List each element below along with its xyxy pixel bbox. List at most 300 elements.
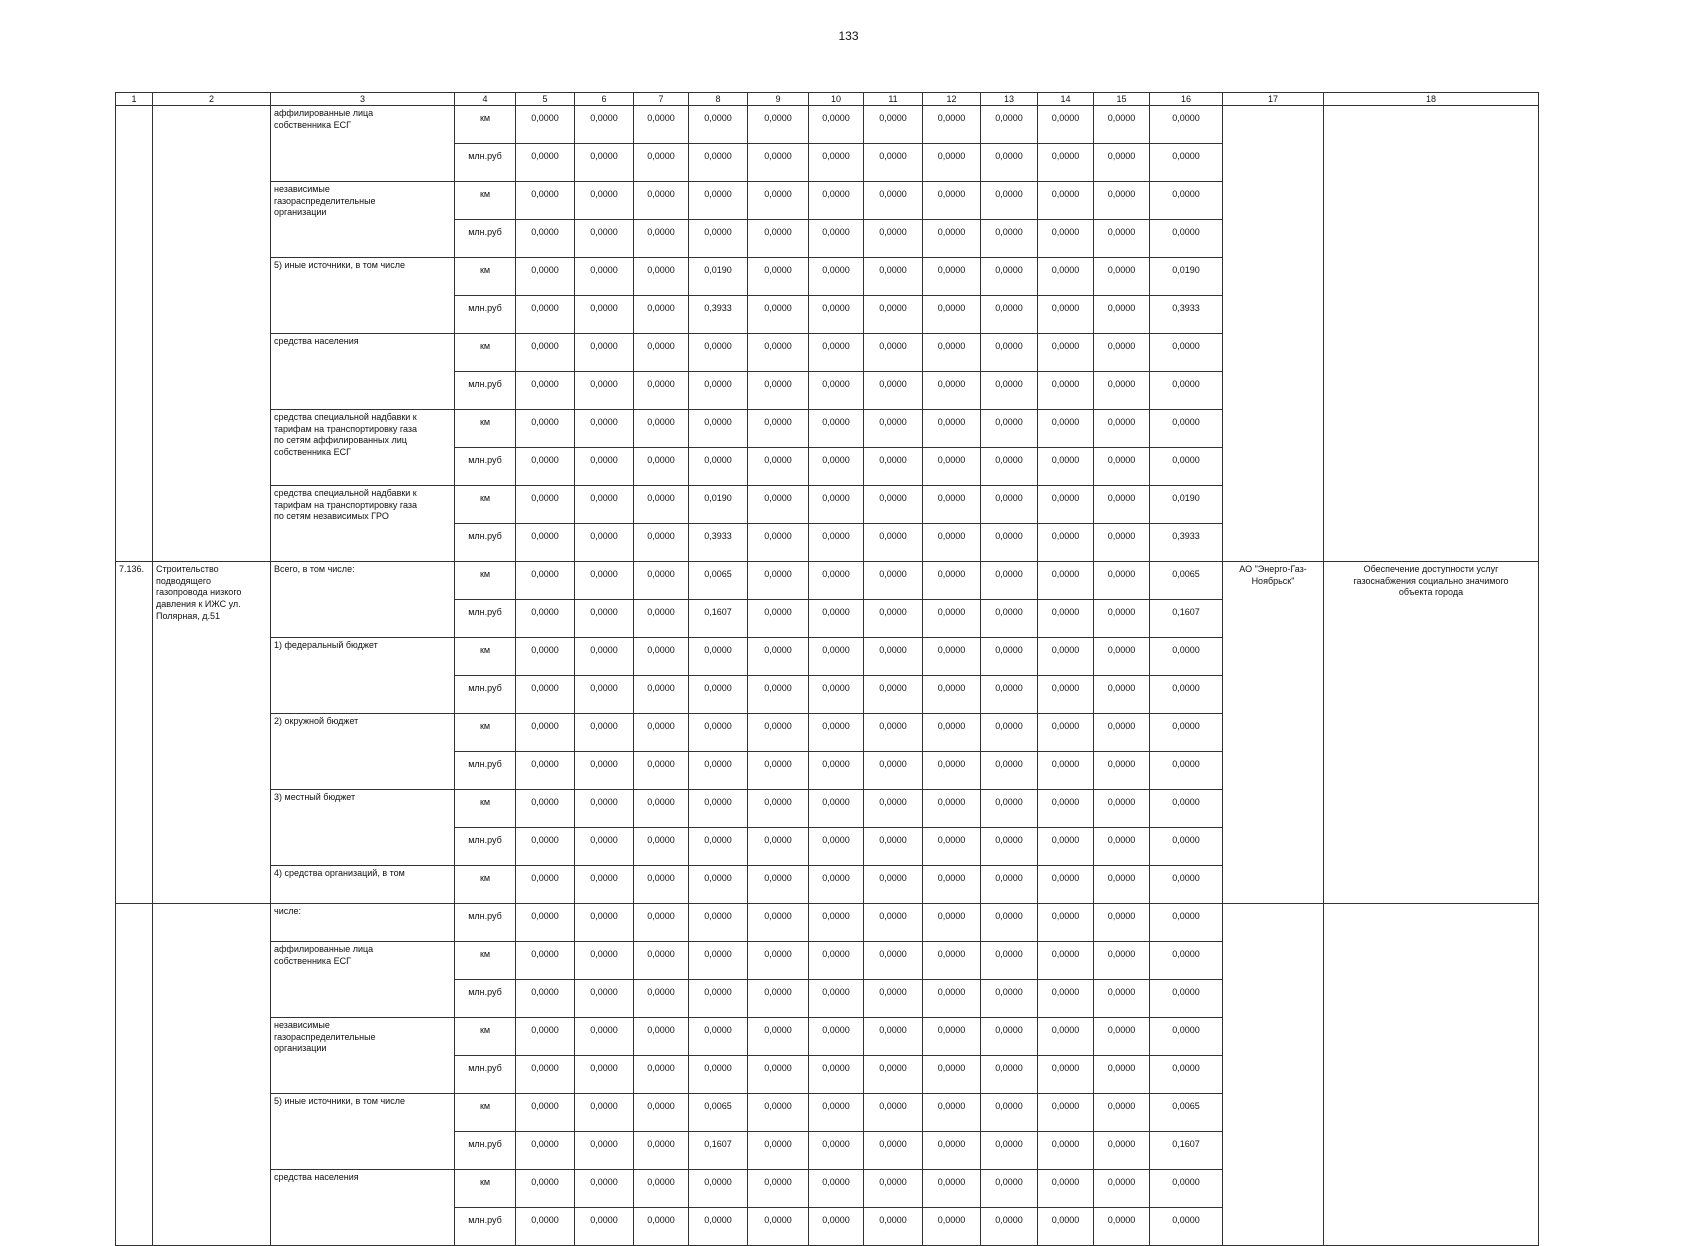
- value-cell-col-9: 0,0000: [748, 1132, 809, 1170]
- value-cell-col-5: 0,0000: [516, 1170, 575, 1208]
- value-cell-col-10: 0,0000: [809, 562, 864, 600]
- value-cell-col-16: 0,0000: [1150, 144, 1223, 182]
- value-cell-col-5: 0,0000: [516, 600, 575, 638]
- value-cell-col-13: 0,0000: [981, 1208, 1038, 1246]
- value-cell-col-9: 0,0000: [748, 1170, 809, 1208]
- item-name-cell: [153, 106, 271, 562]
- value-cell-col-7: 0,0000: [634, 106, 689, 144]
- column-header-2: 2: [153, 93, 271, 106]
- funding-source-label: средства специальной надбавки к тарифам на транспортировку газа по сетям аффилированных лиц собственника ЕСГ: [271, 410, 455, 486]
- executor-cell: [1223, 106, 1324, 562]
- unit-mln-rub: млн.руб: [455, 676, 516, 714]
- value-cell-col-14: 0,0000: [1038, 144, 1094, 182]
- value-cell-col-5: 0,0000: [516, 942, 575, 980]
- column-header-11: 11: [864, 93, 923, 106]
- value-cell-col-10: 0,0000: [809, 866, 864, 904]
- value-cell-col-14: 0,0000: [1038, 904, 1094, 942]
- value-cell-col-11: 0,0000: [864, 866, 923, 904]
- value-cell-col-7: 0,0000: [634, 372, 689, 410]
- value-cell-col-7: 0,0000: [634, 866, 689, 904]
- value-cell-col-6: 0,0000: [575, 676, 634, 714]
- value-cell-col-7: 0,0000: [634, 1094, 689, 1132]
- value-cell-col-10: 0,0000: [809, 258, 864, 296]
- value-cell-col-11: 0,0000: [864, 1018, 923, 1056]
- item-number: 7.136.: [116, 562, 153, 904]
- value-cell-col-10: 0,0000: [809, 296, 864, 334]
- value-cell-col-7: 0,0000: [634, 1132, 689, 1170]
- value-cell-col-7: 0,0000: [634, 448, 689, 486]
- value-cell-col-11: 0,0000: [864, 1056, 923, 1094]
- value-cell-col-12: 0,0000: [923, 562, 981, 600]
- value-cell-col-15: 0,0000: [1094, 144, 1150, 182]
- value-cell-col-15: 0,0000: [1094, 790, 1150, 828]
- value-cell-col-12: 0,0000: [923, 752, 981, 790]
- value-cell-col-10: 0,0000: [809, 600, 864, 638]
- unit-mln-rub: млн.руб: [455, 1208, 516, 1246]
- value-cell-col-6: 0,0000: [575, 1208, 634, 1246]
- value-cell-col-14: 0,0000: [1038, 372, 1094, 410]
- value-cell-col-13: 0,0000: [981, 1018, 1038, 1056]
- value-cell-col-9: 0,0000: [748, 638, 809, 676]
- funding-source-label: аффилированные лица собственника ЕСГ: [271, 106, 455, 182]
- value-cell-col-7: 0,0000: [634, 638, 689, 676]
- value-cell-col-12: 0,0000: [923, 714, 981, 752]
- value-cell-col-11: 0,0000: [864, 790, 923, 828]
- value-cell-col-16: 0,0000: [1150, 866, 1223, 904]
- column-header-5: 5: [516, 93, 575, 106]
- value-cell-col-16: 0,0000: [1150, 410, 1223, 448]
- unit-mln-rub: млн.руб: [455, 144, 516, 182]
- value-cell-col-13: 0,0000: [981, 714, 1038, 752]
- value-cell-col-5: 0,0000: [516, 562, 575, 600]
- value-cell-col-10: 0,0000: [809, 1170, 864, 1208]
- value-cell-col-11: 0,0000: [864, 220, 923, 258]
- value-cell-col-10: 0,0000: [809, 144, 864, 182]
- value-cell-col-13: 0,0000: [981, 980, 1038, 1018]
- value-cell-col-12: 0,0000: [923, 638, 981, 676]
- value-cell-col-8: 0,0000: [689, 334, 748, 372]
- value-cell-col-12: 0,0000: [923, 410, 981, 448]
- value-cell-col-14: 0,0000: [1038, 220, 1094, 258]
- value-cell-col-14: 0,0000: [1038, 258, 1094, 296]
- value-cell-col-10: 0,0000: [809, 182, 864, 220]
- value-cell-col-7: 0,0000: [634, 524, 689, 562]
- value-cell-col-10: 0,0000: [809, 448, 864, 486]
- item-number-cell: [116, 904, 153, 1246]
- value-cell-col-11: 0,0000: [864, 600, 923, 638]
- value-cell-col-14: 0,0000: [1038, 448, 1094, 486]
- item-name-cell: [153, 904, 271, 1246]
- value-cell-col-15: 0,0000: [1094, 980, 1150, 1018]
- value-cell-col-14: 0,0000: [1038, 828, 1094, 866]
- value-cell-col-6: 0,0000: [575, 600, 634, 638]
- value-cell-col-10: 0,0000: [809, 486, 864, 524]
- value-cell-col-14: 0,0000: [1038, 1018, 1094, 1056]
- value-cell-col-7: 0,0000: [634, 334, 689, 372]
- funding-source-label: 3) местный бюджет: [271, 790, 455, 866]
- value-cell-col-7: 0,0000: [634, 904, 689, 942]
- value-cell-col-16: 0,0065: [1150, 1094, 1223, 1132]
- table-row: [116, 106, 1539, 144]
- value-cell-col-12: 0,0000: [923, 600, 981, 638]
- value-cell-col-16: 0,1607: [1150, 600, 1223, 638]
- page-number: 133: [838, 29, 859, 43]
- value-cell-col-6: 0,0000: [575, 220, 634, 258]
- value-cell-col-8: 0,0000: [689, 1208, 748, 1246]
- value-cell-col-11: 0,0000: [864, 638, 923, 676]
- value-cell-col-7: 0,0000: [634, 296, 689, 334]
- value-cell-col-9: 0,0000: [748, 524, 809, 562]
- value-cell-col-9: 0,0000: [748, 600, 809, 638]
- value-cell-col-5: 0,0000: [516, 220, 575, 258]
- column-header-14: 14: [1038, 93, 1094, 106]
- value-cell-col-10: 0,0000: [809, 676, 864, 714]
- value-cell-col-6: 0,0000: [575, 372, 634, 410]
- value-cell-col-6: 0,0000: [575, 524, 634, 562]
- value-cell-col-5: 0,0000: [516, 486, 575, 524]
- value-cell-col-11: 0,0000: [864, 1208, 923, 1246]
- value-cell-col-10: 0,0000: [809, 904, 864, 942]
- value-cell-col-13: 0,0000: [981, 828, 1038, 866]
- value-cell-col-15: 0,0000: [1094, 1132, 1150, 1170]
- value-cell-col-9: 0,0000: [748, 790, 809, 828]
- value-cell-col-15: 0,0000: [1094, 410, 1150, 448]
- value-cell-col-12: 0,0000: [923, 1132, 981, 1170]
- value-cell-col-10: 0,0000: [809, 220, 864, 258]
- value-cell-col-13: 0,0000: [981, 182, 1038, 220]
- value-cell-col-15: 0,0000: [1094, 524, 1150, 562]
- executor-organization: АО "Энерго-Газ- Ноябрьск": [1223, 562, 1324, 904]
- value-cell-col-6: 0,0000: [575, 866, 634, 904]
- value-cell-col-5: 0,0000: [516, 1208, 575, 1246]
- value-cell-col-10: 0,0000: [809, 372, 864, 410]
- value-cell-col-6: 0,0000: [575, 1132, 634, 1170]
- value-cell-col-9: 0,0000: [748, 942, 809, 980]
- value-cell-col-15: 0,0000: [1094, 1170, 1150, 1208]
- value-cell-col-12: 0,0000: [923, 1056, 981, 1094]
- value-cell-col-9: 0,0000: [748, 714, 809, 752]
- column-header-10: 10: [809, 93, 864, 106]
- value-cell-col-9: 0,0000: [748, 1018, 809, 1056]
- value-cell-col-13: 0,0000: [981, 258, 1038, 296]
- value-cell-col-16: 0,0000: [1150, 828, 1223, 866]
- value-cell-col-10: 0,0000: [809, 334, 864, 372]
- value-cell-col-13: 0,0000: [981, 676, 1038, 714]
- value-cell-col-10: 0,0000: [809, 638, 864, 676]
- funding-source-label: средства населения: [271, 334, 455, 410]
- value-cell-col-11: 0,0000: [864, 942, 923, 980]
- value-cell-col-16: 0,0000: [1150, 334, 1223, 372]
- value-cell-col-6: 0,0000: [575, 144, 634, 182]
- value-cell-col-14: 0,0000: [1038, 410, 1094, 448]
- value-cell-col-6: 0,0000: [575, 790, 634, 828]
- value-cell-col-13: 0,0000: [981, 942, 1038, 980]
- value-cell-col-14: 0,0000: [1038, 1094, 1094, 1132]
- unit-km: км: [455, 942, 516, 980]
- value-cell-col-6: 0,0000: [575, 1094, 634, 1132]
- value-cell-col-8: 0,1607: [689, 600, 748, 638]
- value-cell-col-16: 0,0190: [1150, 486, 1223, 524]
- value-cell-col-14: 0,0000: [1038, 182, 1094, 220]
- value-cell-col-14: 0,0000: [1038, 1208, 1094, 1246]
- value-cell-col-12: 0,0000: [923, 296, 981, 334]
- value-cell-col-14: 0,0000: [1038, 1170, 1094, 1208]
- value-cell-col-10: 0,0000: [809, 410, 864, 448]
- unit-mln-rub: млн.руб: [455, 1056, 516, 1094]
- unit-km: км: [455, 638, 516, 676]
- value-cell-col-5: 0,0000: [516, 1018, 575, 1056]
- value-cell-col-5: 0,0000: [516, 1056, 575, 1094]
- value-cell-col-10: 0,0000: [809, 714, 864, 752]
- unit-km: км: [455, 1018, 516, 1056]
- value-cell-col-8: 0,0065: [689, 562, 748, 600]
- value-cell-col-10: 0,0000: [809, 790, 864, 828]
- unit-mln-rub: млн.руб: [455, 752, 516, 790]
- value-cell-col-12: 0,0000: [923, 372, 981, 410]
- value-cell-col-12: 0,0000: [923, 144, 981, 182]
- value-cell-col-10: 0,0000: [809, 1056, 864, 1094]
- value-cell-col-15: 0,0000: [1094, 1018, 1150, 1056]
- value-cell-col-15: 0,0000: [1094, 106, 1150, 144]
- value-cell-col-14: 0,0000: [1038, 334, 1094, 372]
- value-cell-col-5: 0,0000: [516, 752, 575, 790]
- value-cell-col-12: 0,0000: [923, 676, 981, 714]
- value-cell-col-10: 0,0000: [809, 524, 864, 562]
- value-cell-col-10: 0,0000: [809, 828, 864, 866]
- value-cell-col-13: 0,0000: [981, 1094, 1038, 1132]
- funding-source-label: числе:: [271, 904, 455, 942]
- value-cell-col-8: 0,3933: [689, 524, 748, 562]
- value-cell-col-8: 0,0190: [689, 486, 748, 524]
- value-cell-col-9: 0,0000: [748, 410, 809, 448]
- column-header-8: 8: [689, 93, 748, 106]
- value-cell-col-7: 0,0000: [634, 676, 689, 714]
- value-cell-col-14: 0,0000: [1038, 790, 1094, 828]
- value-cell-col-14: 0,0000: [1038, 1056, 1094, 1094]
- value-cell-col-8: 0,0000: [689, 448, 748, 486]
- value-cell-col-10: 0,0000: [809, 942, 864, 980]
- value-cell-col-14: 0,0000: [1038, 1132, 1094, 1170]
- value-cell-col-5: 0,0000: [516, 334, 575, 372]
- value-cell-col-5: 0,0000: [516, 1132, 575, 1170]
- column-header-15: 15: [1094, 93, 1150, 106]
- value-cell-col-13: 0,0000: [981, 296, 1038, 334]
- value-cell-col-7: 0,0000: [634, 410, 689, 448]
- value-cell-col-6: 0,0000: [575, 904, 634, 942]
- value-cell-col-5: 0,0000: [516, 182, 575, 220]
- funding-source-label: 1) федеральный бюджет: [271, 638, 455, 714]
- value-cell-col-8: 0,0065: [689, 1094, 748, 1132]
- value-cell-col-16: 0,3933: [1150, 296, 1223, 334]
- project-goal: Обеспечение доступности услуг газоснабжения социально значимого объекта города: [1324, 562, 1539, 904]
- value-cell-col-8: 0,0000: [689, 866, 748, 904]
- value-cell-col-12: 0,0000: [923, 866, 981, 904]
- unit-mln-rub: млн.руб: [455, 904, 516, 942]
- unit-mln-rub: млн.руб: [455, 296, 516, 334]
- value-cell-col-6: 0,0000: [575, 182, 634, 220]
- column-header-1: 1: [116, 93, 153, 106]
- value-cell-col-5: 0,0000: [516, 1094, 575, 1132]
- value-cell-col-16: 0,0000: [1150, 1170, 1223, 1208]
- value-cell-col-13: 0,0000: [981, 524, 1038, 562]
- value-cell-col-6: 0,0000: [575, 714, 634, 752]
- value-cell-col-8: 0,0000: [689, 220, 748, 258]
- value-cell-col-8: 0,0000: [689, 182, 748, 220]
- column-header-9: 9: [748, 93, 809, 106]
- value-cell-col-14: 0,0000: [1038, 866, 1094, 904]
- value-cell-col-12: 0,0000: [923, 182, 981, 220]
- value-cell-col-9: 0,0000: [748, 296, 809, 334]
- value-cell-col-7: 0,0000: [634, 828, 689, 866]
- value-cell-col-7: 0,0000: [634, 600, 689, 638]
- value-cell-col-13: 0,0000: [981, 904, 1038, 942]
- value-cell-col-14: 0,0000: [1038, 296, 1094, 334]
- value-cell-col-7: 0,0000: [634, 1170, 689, 1208]
- unit-km: км: [455, 1170, 516, 1208]
- value-cell-col-8: 0,3933: [689, 296, 748, 334]
- value-cell-col-16: 0,0000: [1150, 448, 1223, 486]
- column-header-13: 13: [981, 93, 1038, 106]
- value-cell-col-16: 0,0000: [1150, 372, 1223, 410]
- value-cell-col-10: 0,0000: [809, 1208, 864, 1246]
- value-cell-col-14: 0,0000: [1038, 638, 1094, 676]
- value-cell-col-12: 0,0000: [923, 980, 981, 1018]
- value-cell-col-7: 0,0000: [634, 980, 689, 1018]
- value-cell-col-6: 0,0000: [575, 980, 634, 1018]
- value-cell-col-13: 0,0000: [981, 106, 1038, 144]
- value-cell-col-11: 0,0000: [864, 524, 923, 562]
- value-cell-col-12: 0,0000: [923, 1094, 981, 1132]
- value-cell-col-8: 0,0000: [689, 638, 748, 676]
- value-cell-col-6: 0,0000: [575, 1018, 634, 1056]
- value-cell-col-14: 0,0000: [1038, 752, 1094, 790]
- value-cell-col-7: 0,0000: [634, 752, 689, 790]
- value-cell-col-6: 0,0000: [575, 334, 634, 372]
- value-cell-col-11: 0,0000: [864, 562, 923, 600]
- value-cell-col-13: 0,0000: [981, 144, 1038, 182]
- value-cell-col-16: 0,0000: [1150, 714, 1223, 752]
- value-cell-col-14: 0,0000: [1038, 524, 1094, 562]
- value-cell-col-8: 0,0000: [689, 1170, 748, 1208]
- value-cell-col-7: 0,0000: [634, 714, 689, 752]
- value-cell-col-7: 0,0000: [634, 144, 689, 182]
- value-cell-col-9: 0,0000: [748, 220, 809, 258]
- unit-mln-rub: млн.руб: [455, 1132, 516, 1170]
- unit-km: км: [455, 1094, 516, 1132]
- item-number-cell: [116, 106, 153, 562]
- value-cell-col-6: 0,0000: [575, 448, 634, 486]
- value-cell-col-15: 0,0000: [1094, 258, 1150, 296]
- unit-mln-rub: млн.руб: [455, 828, 516, 866]
- value-cell-col-15: 0,0000: [1094, 372, 1150, 410]
- value-cell-col-16: 0,0190: [1150, 258, 1223, 296]
- funding-source-label: 5) иные источники, в том числе: [271, 1094, 455, 1170]
- value-cell-col-13: 0,0000: [981, 638, 1038, 676]
- value-cell-col-5: 0,0000: [516, 638, 575, 676]
- value-cell-col-9: 0,0000: [748, 1208, 809, 1246]
- value-cell-col-5: 0,0000: [516, 106, 575, 144]
- funding-source-label: 5) иные источники, в том числе: [271, 258, 455, 334]
- value-cell-col-11: 0,0000: [864, 1132, 923, 1170]
- value-cell-col-16: 0,0065: [1150, 562, 1223, 600]
- value-cell-col-5: 0,0000: [516, 866, 575, 904]
- value-cell-col-13: 0,0000: [981, 334, 1038, 372]
- value-cell-col-14: 0,0000: [1038, 600, 1094, 638]
- value-cell-col-7: 0,0000: [634, 220, 689, 258]
- value-cell-col-12: 0,0000: [923, 220, 981, 258]
- table-row: [116, 562, 1539, 600]
- value-cell-col-15: 0,0000: [1094, 448, 1150, 486]
- column-number-header-row: [116, 93, 1539, 106]
- unit-mln-rub: млн.руб: [455, 980, 516, 1018]
- value-cell-col-13: 0,0000: [981, 410, 1038, 448]
- value-cell-col-7: 0,0000: [634, 1056, 689, 1094]
- value-cell-col-11: 0,0000: [864, 144, 923, 182]
- value-cell-col-16: 0,0000: [1150, 790, 1223, 828]
- value-cell-col-6: 0,0000: [575, 562, 634, 600]
- funding-source-label: 4) средства организаций, в том: [271, 866, 455, 904]
- value-cell-col-15: 0,0000: [1094, 942, 1150, 980]
- unit-km: км: [455, 562, 516, 600]
- value-cell-col-13: 0,0000: [981, 486, 1038, 524]
- value-cell-col-11: 0,0000: [864, 486, 923, 524]
- unit-km: км: [455, 106, 516, 144]
- value-cell-col-15: 0,0000: [1094, 638, 1150, 676]
- value-cell-col-15: 0,0000: [1094, 1208, 1150, 1246]
- value-cell-col-10: 0,0000: [809, 1094, 864, 1132]
- value-cell-col-13: 0,0000: [981, 600, 1038, 638]
- value-cell-col-7: 0,0000: [634, 258, 689, 296]
- value-cell-col-13: 0,0000: [981, 562, 1038, 600]
- value-cell-col-8: 0,0000: [689, 676, 748, 714]
- value-cell-col-5: 0,0000: [516, 372, 575, 410]
- value-cell-col-16: 0,0000: [1150, 1018, 1223, 1056]
- value-cell-col-12: 0,0000: [923, 790, 981, 828]
- value-cell-col-16: 0,0000: [1150, 676, 1223, 714]
- funding-source-label: Всего, в том числе:: [271, 562, 455, 638]
- value-cell-col-7: 0,0000: [634, 790, 689, 828]
- value-cell-col-9: 0,0000: [748, 258, 809, 296]
- value-cell-col-13: 0,0000: [981, 790, 1038, 828]
- value-cell-col-9: 0,0000: [748, 106, 809, 144]
- column-header-7: 7: [634, 93, 689, 106]
- funding-source-label: независимые газораспределительные организации: [271, 182, 455, 258]
- value-cell-col-11: 0,0000: [864, 258, 923, 296]
- value-cell-col-13: 0,0000: [981, 866, 1038, 904]
- value-cell-col-16: 0,0000: [1150, 904, 1223, 942]
- value-cell-col-8: 0,0000: [689, 106, 748, 144]
- value-cell-col-16: 0,0000: [1150, 638, 1223, 676]
- value-cell-col-5: 0,0000: [516, 714, 575, 752]
- value-cell-col-7: 0,0000: [634, 1018, 689, 1056]
- value-cell-col-8: 0,0000: [689, 790, 748, 828]
- value-cell-col-11: 0,0000: [864, 980, 923, 1018]
- value-cell-col-6: 0,0000: [575, 752, 634, 790]
- value-cell-col-9: 0,0000: [748, 980, 809, 1018]
- value-cell-col-13: 0,0000: [981, 1170, 1038, 1208]
- value-cell-col-8: 0,0000: [689, 1056, 748, 1094]
- value-cell-col-8: 0,1607: [689, 1132, 748, 1170]
- value-cell-col-6: 0,0000: [575, 1056, 634, 1094]
- value-cell-col-12: 0,0000: [923, 942, 981, 980]
- value-cell-col-9: 0,0000: [748, 828, 809, 866]
- value-cell-col-11: 0,0000: [864, 676, 923, 714]
- value-cell-col-9: 0,0000: [748, 752, 809, 790]
- value-cell-col-5: 0,0000: [516, 524, 575, 562]
- unit-km: км: [455, 486, 516, 524]
- value-cell-col-14: 0,0000: [1038, 562, 1094, 600]
- value-cell-col-6: 0,0000: [575, 106, 634, 144]
